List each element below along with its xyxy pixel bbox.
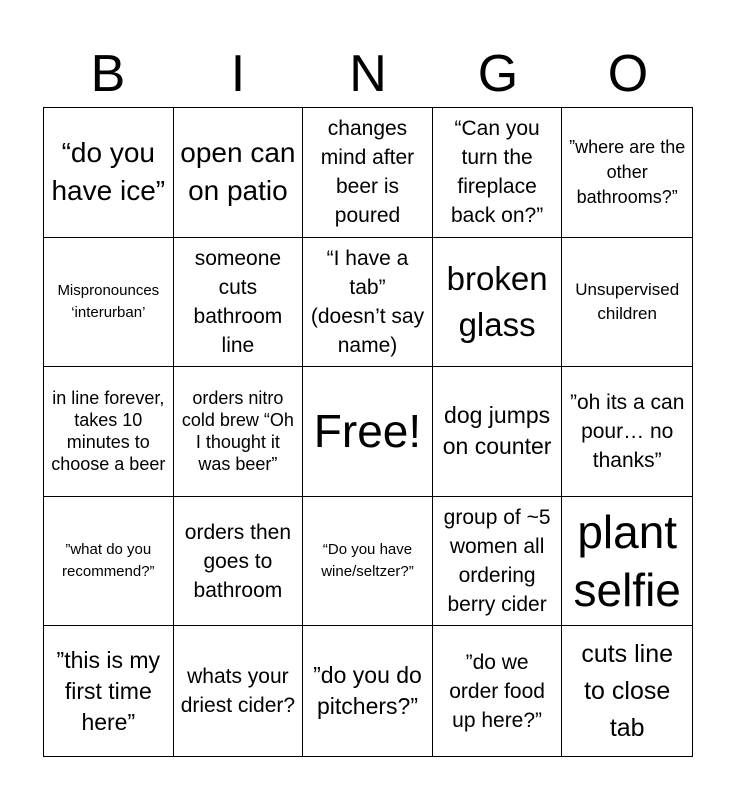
cell-text: Unsupervised children <box>575 279 680 323</box>
bingo-cell[interactable] <box>174 497 304 627</box>
header-letter-n: N <box>349 45 387 103</box>
bingo-cell[interactable] <box>303 497 433 627</box>
cell-text: cuts line to close tab <box>581 639 674 742</box>
cell-text: whats your driest cider? <box>180 665 296 718</box>
cell-text: in line forever, takes 10 minutes to choose a beer <box>51 388 166 475</box>
bingo-cell[interactable] <box>433 497 563 627</box>
bingo-cell[interactable] <box>44 367 174 497</box>
cell-text: broken glass <box>446 259 548 343</box>
bingo-cell[interactable] <box>44 108 174 238</box>
bingo-cell[interactable] <box>433 367 563 497</box>
bingo-cell[interactable] <box>562 497 692 627</box>
cell-text: ”where are the other bathrooms?” <box>569 136 686 207</box>
bingo-cell[interactable] <box>44 626 174 756</box>
bingo-cell[interactable] <box>433 238 563 368</box>
bingo-cell[interactable] <box>562 367 692 497</box>
cell-text: ”what do you recommend?” <box>62 541 155 581</box>
bingo-cell[interactable] <box>44 238 174 368</box>
cell-text: plant selfie <box>573 506 681 617</box>
bingo-cell[interactable] <box>174 108 304 238</box>
cell-text: ”do we order food up here?” <box>449 650 545 732</box>
cell-text: group of ~5 women all ordering berry cider <box>443 506 551 617</box>
bingo-cell[interactable] <box>562 108 692 238</box>
cell-text: changes mind after beer is poured <box>320 117 415 228</box>
bingo-cell[interactable] <box>44 497 174 627</box>
cell-text: dog jumps on counter <box>442 402 552 460</box>
header-letter-o: O <box>607 45 649 103</box>
bingo-cell[interactable] <box>174 626 304 756</box>
cell-text: ”oh its a can pour… no thanks” <box>569 390 685 472</box>
bingo-cell[interactable] <box>433 108 563 238</box>
bingo-cell[interactable] <box>174 367 304 497</box>
cell-text: “do you have ice” <box>51 137 166 207</box>
free-space-text: Free! <box>313 405 422 458</box>
bingo-header <box>43 40 693 108</box>
cell-text: ”do you do pitchers?” <box>313 662 422 720</box>
cell-text: someone cuts bathroom line <box>193 246 283 357</box>
bingo-cell[interactable] <box>433 626 563 756</box>
header-letter-b: B <box>90 45 126 103</box>
cell-text: “I have a tab” (doesn’t say name) <box>310 246 425 357</box>
bingo-cell[interactable] <box>303 626 433 756</box>
header-letter-i: I <box>230 45 246 103</box>
bingo-cell[interactable] <box>562 238 692 368</box>
bingo-cell[interactable] <box>562 626 692 756</box>
cell-text: orders then goes to bathroom <box>184 520 291 602</box>
bingo-cell[interactable] <box>303 238 433 368</box>
cell-text: open can on patio <box>180 137 296 207</box>
bingo-cell[interactable] <box>174 238 304 368</box>
cell-text: “Can you turn the fireplace back on?” <box>450 117 544 228</box>
bingo-cell[interactable] <box>303 108 433 238</box>
bingo-board <box>43 107 693 757</box>
header-letter-g: G <box>477 45 519 103</box>
cell-text: ”this is my first time here” <box>56 646 161 735</box>
cell-text: “Do you have wine/seltzer?” <box>321 541 414 581</box>
cell-text: orders nitro cold brew “Oh I thought it was beer” <box>181 388 294 475</box>
cell-text: Mispronounces ‘interurban’ <box>57 281 160 321</box>
free-space-cell[interactable] <box>303 367 433 497</box>
